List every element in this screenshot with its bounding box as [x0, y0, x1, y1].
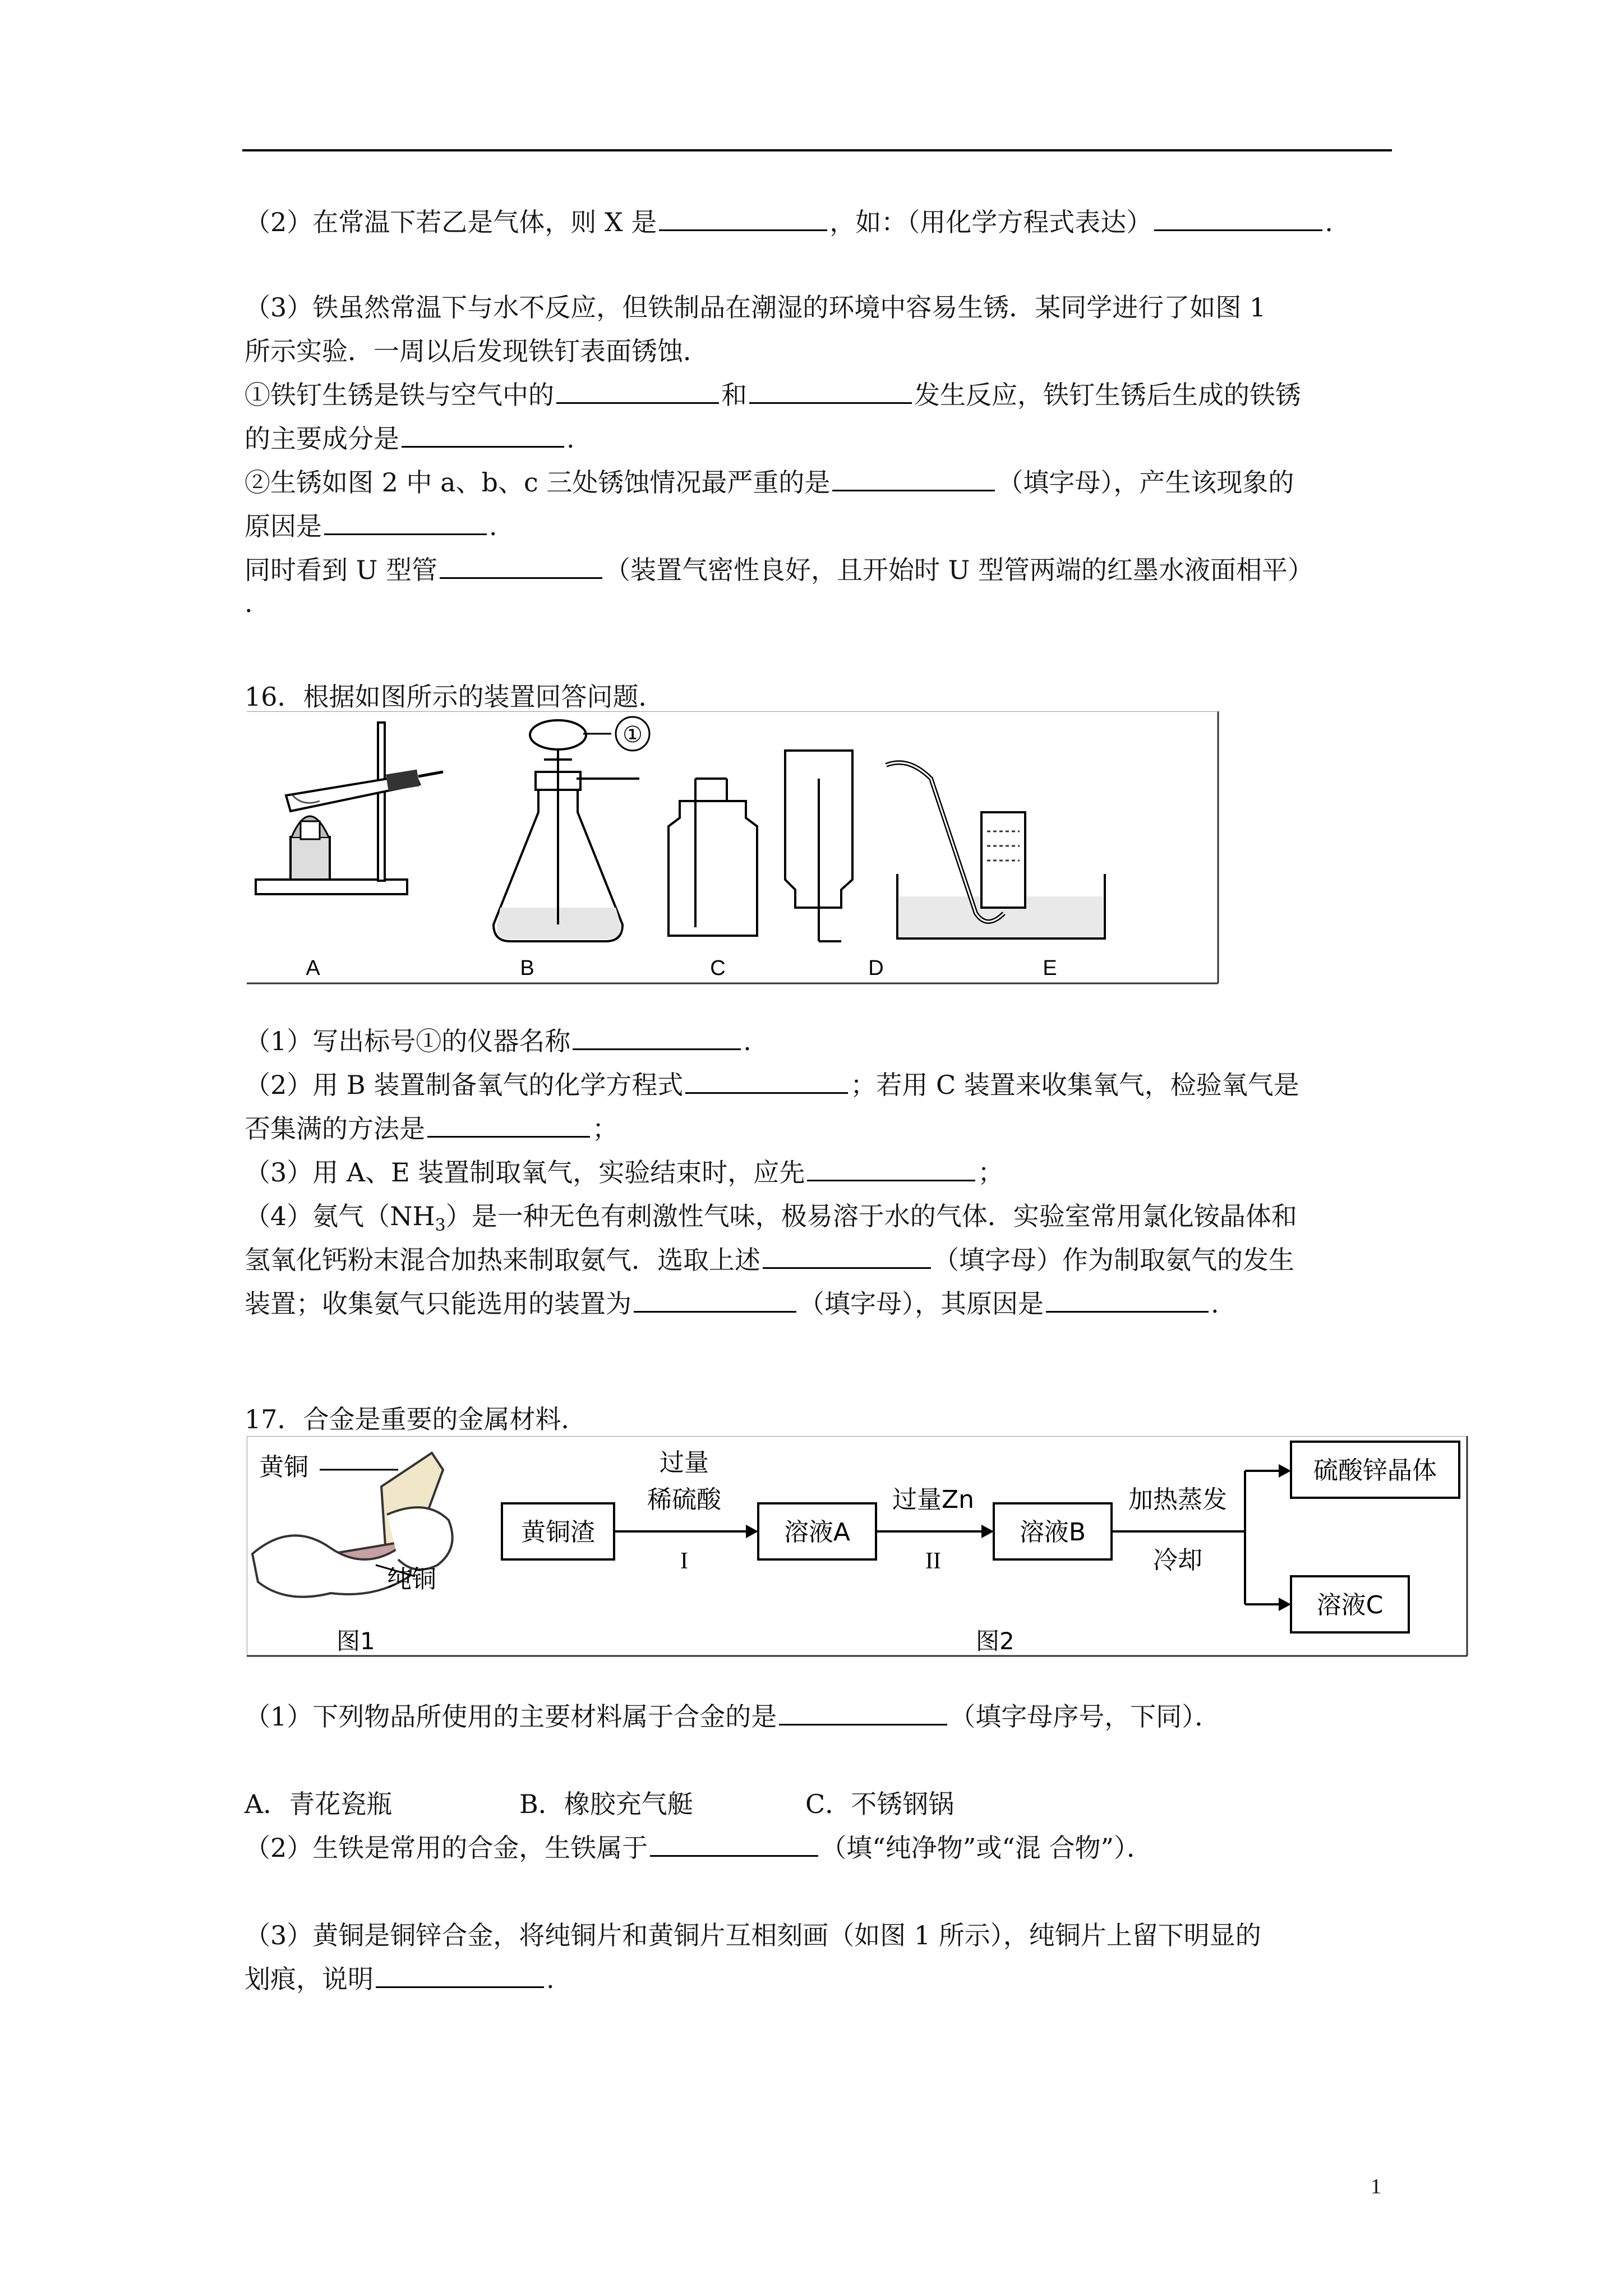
- q17-line-4: 划痕，说明 .: [245, 1964, 555, 1994]
- svg-text:溶液C: 溶液C: [1316, 1591, 1384, 1619]
- answer-blank[interactable]: [402, 445, 564, 448]
- answer-blank[interactable]: [807, 1179, 975, 1181]
- flow-arrow1-label-top2: 稀硫酸: [647, 1485, 721, 1514]
- svg-text:黄铜渣: 黄铜渣: [521, 1518, 595, 1547]
- apparatus-label-a: A: [306, 956, 320, 980]
- flow-arrow3-label-bottom: 冷却: [1153, 1546, 1202, 1575]
- apparatus-d-gas-jar: [785, 751, 852, 941]
- answer-blank[interactable]: [763, 1267, 931, 1269]
- q17-line-3: （3）黄铜是铜锌合金，将纯铜片和黄铜片互相刻画（如图 1 所示），纯铜片上留下明显的: [245, 1920, 1261, 1950]
- q15-line-8: 同时看到 U 型管 （装置气密性良好，且开始时 U 型管两端的红墨水液面相平）: [245, 555, 1314, 585]
- fig2-flowchart: [502, 1442, 1459, 1655]
- fig1-caption: 图1: [336, 1627, 375, 1655]
- q15-line-7: 原因是 .: [245, 511, 497, 541]
- q17-option-a: A．青花瓷瓶: [245, 1789, 393, 1819]
- q17-option-b: B．橡胶充气艇: [519, 1789, 693, 1819]
- fig1-illustration: [252, 1453, 453, 1655]
- apparatus-b-flask: [494, 717, 649, 941]
- answer-blank[interactable]: [427, 1135, 590, 1138]
- alloy-figure-svg: [247, 1436, 1469, 1660]
- answer-blank[interactable]: [440, 577, 602, 579]
- answer-blank[interactable]: [324, 533, 487, 535]
- fig1-label-brass: 黄铜: [259, 1453, 308, 1481]
- q15-line-9: .: [245, 588, 253, 618]
- q16-line-7: 装置；收集氨气只能选用的装置为 （填字母），其原因是 .: [245, 1289, 1219, 1319]
- q16-line-2: （2）用 B 装置制备氧气的化学方程式 ；若用 C 装置来收集氧气，检验氧气是: [245, 1070, 1299, 1100]
- q16-line-5: （4）氨气$(NH_3)$是一种无色有刺激性气味，极易溶于水的气体．实验室常用氯化铵晶体和: [245, 1201, 1297, 1236]
- apparatus-label-b: B: [520, 956, 534, 980]
- svg-text:硫酸锌晶体: 硫酸锌晶体: [1313, 1456, 1437, 1485]
- apparatus-label-d: D: [868, 956, 884, 980]
- flow-arrow3-label-top: 加热蒸发: [1128, 1485, 1227, 1514]
- q17-title: 17．合金是重要的金属材料．: [245, 1404, 587, 1434]
- q15-line-1: （2）在常温下若乙是气体，则 X 是 ，如：（用化学方程式表达） .: [245, 207, 1333, 237]
- flow-arrow1-label-top1: 过量: [660, 1448, 709, 1477]
- q15-line-6: ②生锈如图 2 中 a、b、c 三处锈蚀情况最严重的是 （填字母），产生该现象的: [245, 467, 1294, 498]
- q15-line-5: 的主要成分是 .: [245, 424, 575, 454]
- q15-line-3: 所示实验．一周以后发现铁钉表面锈蚀．: [245, 336, 709, 366]
- answer-blank[interactable]: [634, 1310, 796, 1313]
- answer-blank[interactable]: [779, 1723, 947, 1726]
- q16-apparatus-figure: [247, 711, 1223, 986]
- answer-blank[interactable]: [1046, 1310, 1209, 1313]
- apparatus-svg: [247, 711, 1223, 986]
- apparatus-label-c: C: [710, 956, 726, 980]
- q15-line-4: ①铁钉生锈是铁与空气中的 和 发生反应，铁钉生锈后生成的铁锈: [245, 380, 1301, 410]
- q17-line-2: （2）生铁是常用的合金，生铁属于 （填“纯净物”或“混 合物”）．: [245, 1833, 1152, 1863]
- answer-blank[interactable]: [376, 1986, 544, 1988]
- answer-blank[interactable]: [573, 1048, 741, 1050]
- header-rule: [242, 149, 1392, 151]
- flow-arrow2-label-bottom: II: [925, 1548, 941, 1574]
- apparatus-a-heating-setup: [256, 723, 443, 894]
- q17-option-c: C．不锈钢锅: [805, 1789, 955, 1819]
- q15-line-2: （3）铁虽然常温下与水不反应，但铁制品在潮湿的环境中容易生锈．某同学进行了如图 1: [245, 292, 1266, 323]
- q16-line-6: 氢氧化钙粉末混合加热来制取氨气．选取上述 （填字母）作为制取氨气的发生: [245, 1245, 1294, 1275]
- q16-title: 16．根据如图所示的装置回答问题．: [245, 682, 665, 712]
- answer-blank[interactable]: [685, 1092, 848, 1094]
- answer-blank[interactable]: [749, 402, 912, 404]
- page-number: 1: [1371, 2175, 1381, 2198]
- apparatus-e-water-trough: [886, 762, 1105, 938]
- flow-arrow1-label-bottom: I: [680, 1548, 688, 1574]
- answer-blank[interactable]: [659, 229, 827, 231]
- q16-line-4: （3）用 A、E 装置制取氧气，实验结束时，应先 ；: [245, 1157, 1004, 1188]
- svg-text:溶液B: 溶液B: [1019, 1518, 1086, 1547]
- answer-blank[interactable]: [1154, 229, 1322, 231]
- q17-line-1: （1）下列物品所使用的主要材料属于合金的是 （填字母序号，下同）．: [245, 1701, 1221, 1732]
- answer-blank[interactable]: [832, 489, 995, 491]
- q17-figure: [247, 1436, 1469, 1660]
- svg-text:溶液A: 溶液A: [783, 1518, 851, 1547]
- apparatus-c-gas-jar: [668, 779, 757, 936]
- answer-blank[interactable]: [556, 402, 719, 404]
- fig2-caption: 图2: [976, 1627, 1015, 1655]
- apparatus-marker-1: ①: [623, 722, 643, 748]
- fig1-label-copper: 纯铜: [387, 1565, 436, 1594]
- q16-line-3: 否集满的方法是 ；: [245, 1114, 618, 1144]
- flow-arrow2-label-top: 过量Zn: [892, 1485, 975, 1514]
- answer-blank[interactable]: [650, 1855, 818, 1857]
- apparatus-label-e: E: [1043, 956, 1057, 980]
- q16-line-1: （1）写出标号①的仪器名称 .: [245, 1026, 751, 1056]
